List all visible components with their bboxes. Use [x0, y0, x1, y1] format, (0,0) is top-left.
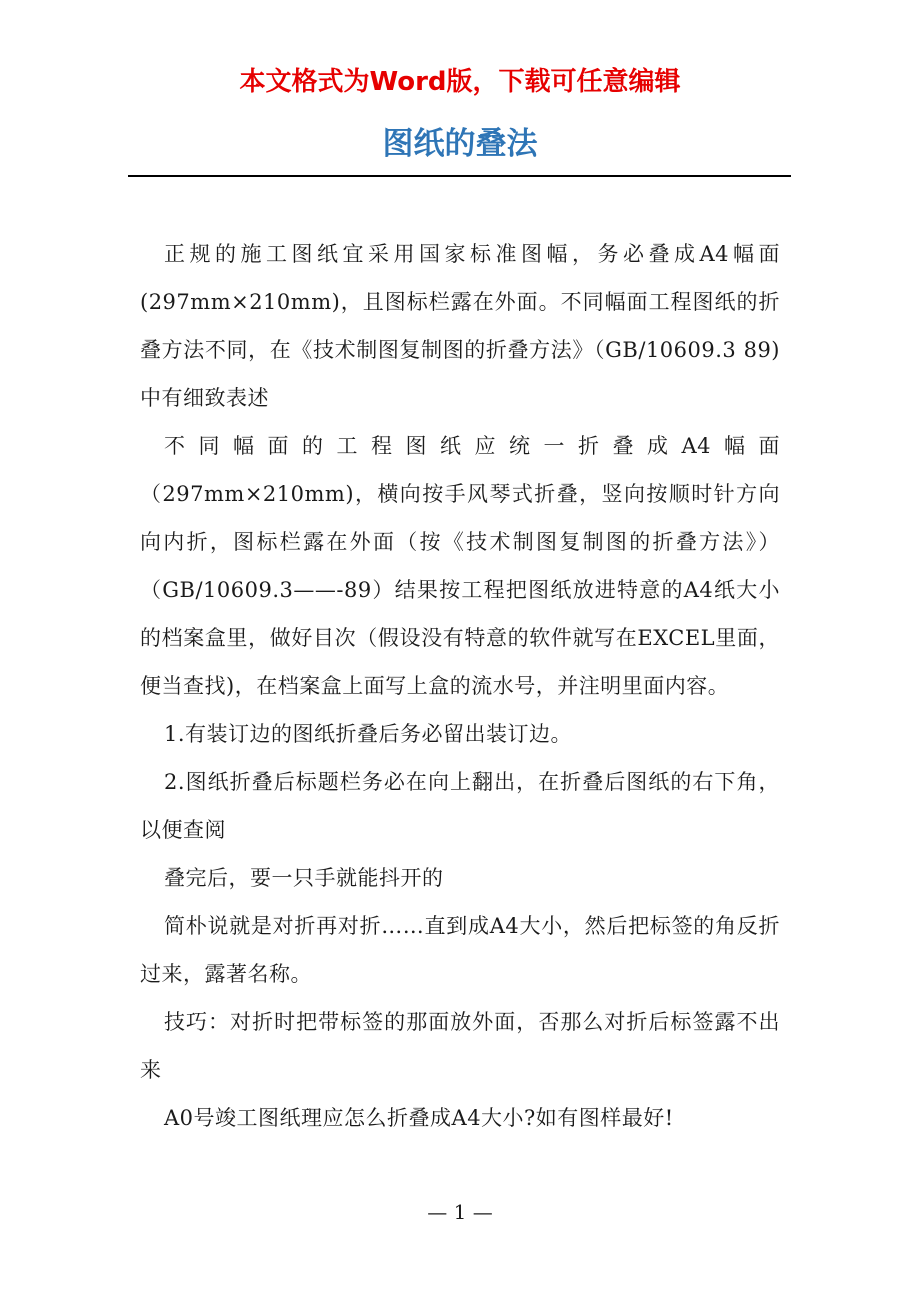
paragraph-shake-open: 叠完后，要一只手就能抖开的 — [164, 866, 444, 890]
paragraph-title-block: 2.图纸折叠后标题栏务必在向上翻出，在折叠后图纸的右下角，以便查阅 — [140, 770, 780, 842]
paragraph-simple-fold: 简朴说就是对折再对折……直到成A4大小，然后把标签的角反折过来，露著名称。 — [140, 914, 780, 986]
page-number: — 1 — — [427, 1200, 493, 1224]
paragraph-question: A0号竣工图纸理应怎么折叠成A4大小?如有图样最好! — [164, 1106, 674, 1130]
paragraph-standard-size: 正规的施工图纸宜采用国家标准图幅，务必叠成A4幅面(297mm×210mm)，且图标栏露在外面。不同幅面工程图纸的折叠方法不同，在《技术制图复制图的折叠方法》（GB/10609.3 89)中有细致表述 — [140, 242, 780, 410]
format-banner: 本文格式为Word版，下载可任意编辑 — [239, 67, 681, 97]
document-title: 图纸的叠法 — [382, 126, 538, 162]
title-divider — [128, 175, 791, 177]
document-body — [140, 230, 780, 1142]
paragraph-binding-edge: 1.有装订边的图纸折叠后务必留出装订边。 — [164, 722, 573, 746]
paragraph-tip: 技巧：对折时把带标签的那面放外面，否那么对折后标签露不出来 — [140, 1010, 780, 1082]
paragraph-folding-method: 不同幅面的工程图纸应统一折叠成A4幅面（297mm×210mm)，横向按手风琴式折叠，竖向按顺时针方向向内折，图标栏露在外面（按《技术制图复制图的折叠方法》）（GB/10609.3——-89）结果按工程把图纸放进特意的A4纸大小的档案盒里，做好目次（假设没有特意的软件就写在EXCEL里面，便当查找)，在档案盒上面写上盒的流水号，并注明里面内容。 — [140, 434, 780, 698]
